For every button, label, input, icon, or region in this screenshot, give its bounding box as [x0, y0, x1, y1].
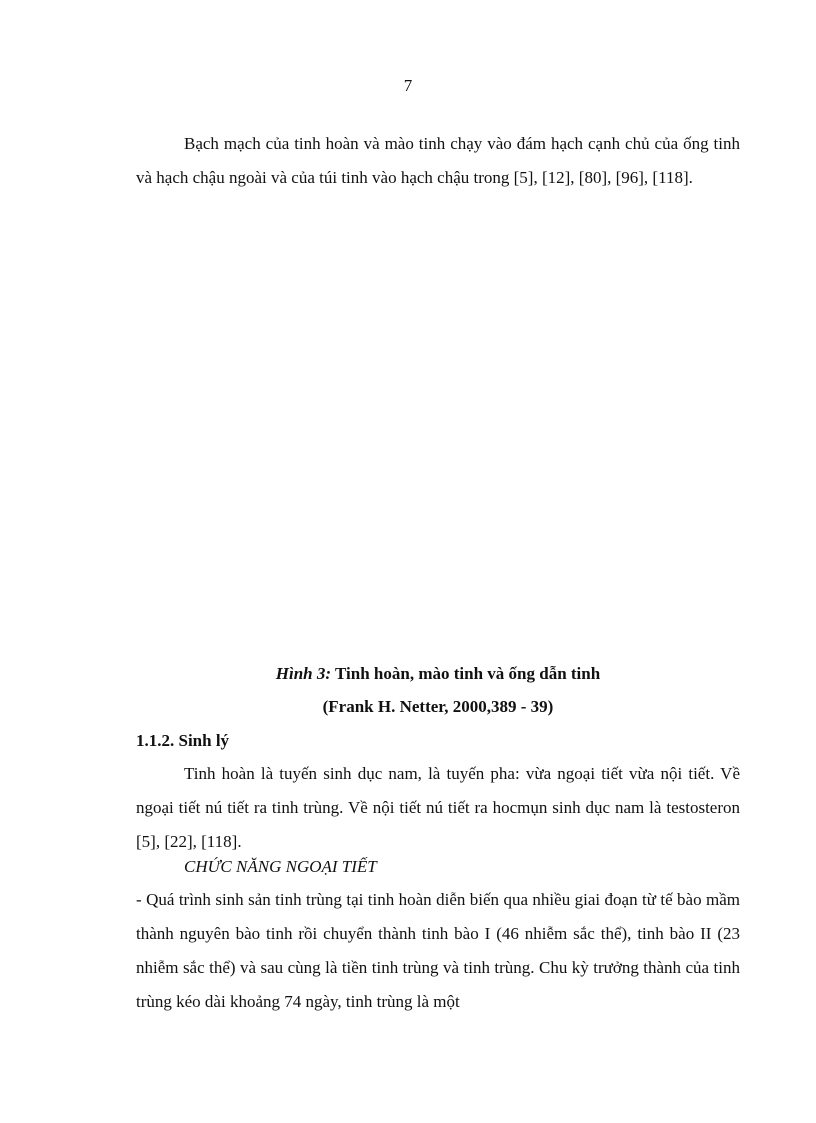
body-paragraph-lymph: Bạch mạch của tinh hoàn và mào tinh chạy vào đám hạch cạnh chủ của ống tinh và hạch chậu ngoài và của túi tinh vào hạch chậu trong [5], [12], [80], [96], [118].	[136, 134, 740, 187]
subheading-exocrine: CHỨC NĂNG NGOẠI TIẾT	[184, 857, 377, 876]
figure-blank-area	[136, 250, 740, 650]
figure-title: Tinh hoàn, mào tinh và ống dẫn tinh	[331, 664, 601, 683]
figure-caption	[0, 664, 816, 684]
figure-label: Hình 3:	[275, 664, 332, 683]
body-paragraph-spermatogenesis: - Quá trình sinh sản tinh trùng tại tinh hoàn diễn biến qua nhiều giai đoạn từ tế bào mầm thành nguyên bào tinh rồi chuyển thành tinh bào I (46 nhiễm sắc thể), tinh bào II (23 nhiễm sắc thể) và sau cùng là tiền tinh trùng và tinh trùng. Chu kỳ trưởng thành của tinh trùng kéo dài khoảng 74 ngày, tinh trùng là một	[136, 890, 740, 1011]
section-heading: 1.1.2. Sinh lý	[136, 731, 230, 750]
body-paragraph-physiology: Tinh hoàn là tuyến sinh dục nam, là tuyến pha: vừa ngoại tiết vừa nội tiết. Về ngoại tiết nú tiết ra tinh trùng. Về nội tiết nú tiết ra hocmụn sinh dục nam là testosteron [5], [22], [118].	[136, 764, 740, 851]
figure-source: (Frank H. Netter, 2000,389 - 39)	[322, 697, 554, 716]
page-number: 7	[403, 76, 413, 95]
